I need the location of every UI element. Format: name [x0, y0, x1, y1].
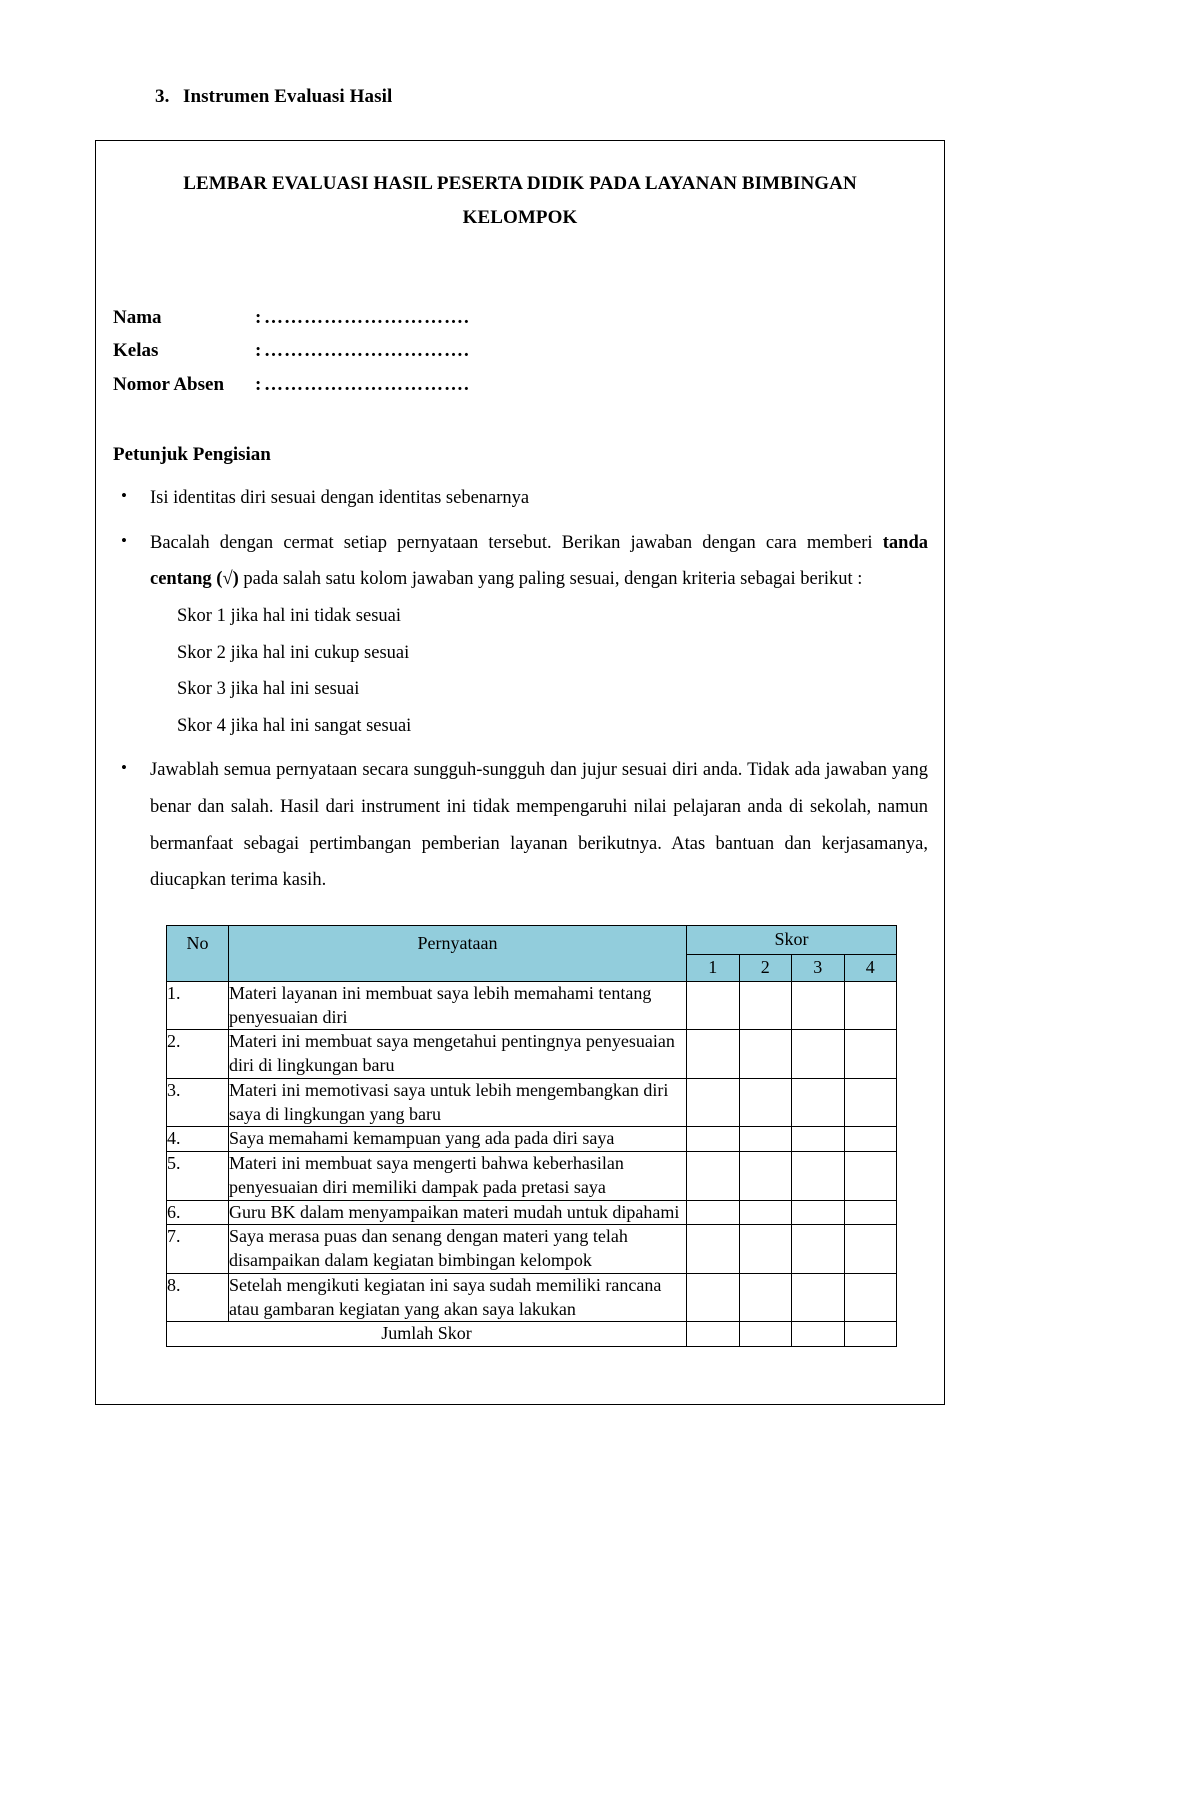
row-3-score-2-checkbox[interactable] [739, 1078, 792, 1127]
row-2-score-2-checkbox[interactable] [739, 1030, 792, 1079]
section-heading-text: Instrumen Evaluasi Hasil [183, 86, 393, 107]
row-4-score-2-checkbox[interactable] [739, 1127, 792, 1152]
row-6-score-4-checkbox[interactable] [844, 1200, 897, 1225]
identity-colon-nama: : [255, 306, 262, 328]
row-statement-8: Setelah mengikuti kegiatan ini saya sudah memiliki rancana atau gambaran kegiatan yang akan saya lakukan [229, 1273, 687, 1322]
table-total-row [167, 1322, 897, 1347]
score-criteria-3: Skor 3 jika hal ini sesuai [177, 679, 360, 700]
identity-row-kelas [113, 334, 936, 368]
table-header-score-4-label: 4 [865, 956, 875, 977]
row-2-score-3-checkbox[interactable] [792, 1030, 845, 1079]
row-4-score-3-checkbox[interactable] [792, 1127, 845, 1152]
identity-row-nomor-absen [113, 368, 936, 402]
table-row [167, 981, 897, 1030]
row-7-score-3-checkbox[interactable] [792, 1225, 845, 1274]
table-header-score-group [687, 925, 897, 954]
row-5-score-2-checkbox[interactable] [739, 1152, 792, 1201]
table-header-score-2-label: 2 [760, 956, 770, 977]
table-header-row-1 [167, 925, 897, 954]
table-header-no [167, 925, 229, 981]
instruction-text-2b: pada salah satu kolom jawaban yang paling sesuai, dengan kriteria sebagai berikut : [238, 569, 863, 590]
row-8-score-1-checkbox[interactable] [687, 1273, 740, 1322]
instruction-text-3: Jawablah semua pernyataan secara sungguh-sungguh dan jujur sesuai diri anda. Tidak ada jawaban yang benar dan salah. Hasil dari instrument ini tidak mempengaruhi nilai pelajaran anda di sekolah, namun bermanfaat sebagai pertimbangan pemberian layanan berikutnya. Atas bantuan dan kerjasamanya, diucapkan terima kasih. [150, 760, 928, 891]
row-7-score-4-checkbox[interactable] [844, 1225, 897, 1274]
row-number-8: 8. [167, 1273, 229, 1322]
row-6-score-1-checkbox[interactable] [687, 1200, 740, 1225]
table-row [167, 1078, 897, 1127]
row-1-score-3-checkbox[interactable] [792, 981, 845, 1030]
evaluation-form-sheet [95, 140, 945, 1405]
total-score-3-cell[interactable] [792, 1322, 845, 1347]
row-1-score-4-checkbox[interactable] [844, 981, 897, 1030]
row-number-4: 4. [167, 1127, 229, 1152]
instructions-title: Petunjuk Pengisian [113, 444, 271, 466]
table-header-score-2 [739, 954, 792, 981]
row-7-score-2-checkbox[interactable] [739, 1225, 792, 1274]
row-3-score-4-checkbox[interactable] [844, 1078, 897, 1127]
form-title-line1: LEMBAR EVALUASI HASIL PESERTA DIDIK PADA LAYANAN BIMBINGAN [183, 173, 857, 194]
table-header-statement-label: Pernyataan [417, 932, 498, 953]
total-score-4-cell[interactable] [844, 1322, 897, 1347]
score-criteria-2: Skor 2 jika hal ini cukup sesuai [177, 642, 410, 663]
table-row [167, 1127, 897, 1152]
table-header-score-3 [792, 954, 845, 981]
instruction-text-2a: Bacalah dengan cermat setiap pernyataan tersebut. Berikan jawaban dengan cara memberi [150, 532, 883, 553]
row-8-score-2-checkbox[interactable] [739, 1273, 792, 1322]
row-8-score-3-checkbox[interactable] [792, 1273, 845, 1322]
table-header-score-group-label: Skor [774, 928, 809, 949]
row-statement-5: Materi ini membuat saya mengerti bahwa keberhasilan penyesuaian diri memiliki dampak pada pretasi saya [229, 1152, 687, 1201]
evaluation-table [166, 925, 897, 1347]
row-statement-1: Materi layanan ini membuat saya lebih memahami tentang penyesuaian diri [229, 981, 687, 1030]
table-header-no-label: No [186, 932, 209, 953]
section-heading-number: 3. [155, 86, 170, 107]
instruction-item-1 [113, 480, 936, 517]
identity-colon-kelas: : [255, 340, 262, 362]
row-5-score-4-checkbox[interactable] [844, 1152, 897, 1201]
table-header-statement [229, 925, 687, 981]
section-heading [155, 86, 392, 108]
row-statement-7: Saya merasa puas dan senang dengan materi yang telah disampaikan dalam kegiatan bimbingan kelompok [229, 1225, 687, 1274]
row-number-5: 5. [167, 1152, 229, 1201]
table-row [167, 1273, 897, 1322]
row-statement-2: Materi ini membuat saya mengetahui pentingnya penyesuaian diri di lingkungan baru [229, 1030, 687, 1079]
score-criteria-1: Skor 1 jika hal ini tidak sesuai [177, 605, 402, 626]
row-number-6: 6. [167, 1200, 229, 1225]
identity-input-nomor-absen[interactable]: …………………………. [264, 374, 470, 396]
form-title [150, 167, 890, 235]
total-score-2-cell[interactable] [739, 1322, 792, 1347]
identity-colon-nomor-absen: : [255, 374, 262, 396]
row-6-score-2-checkbox[interactable] [739, 1200, 792, 1225]
score-criteria-list [150, 598, 928, 745]
table-row [167, 1152, 897, 1201]
table-header-score-1 [687, 954, 740, 981]
identity-input-kelas[interactable]: …………………………. [264, 340, 470, 362]
instruction-item-2 [113, 525, 936, 745]
instruction-text-2-bold: tanda centang (√) [150, 532, 928, 590]
identity-label-nama: Nama [113, 306, 162, 328]
row-4-score-4-checkbox[interactable] [844, 1127, 897, 1152]
row-5-score-1-checkbox[interactable] [687, 1152, 740, 1201]
instruction-item-3 [113, 752, 936, 899]
evaluation-table-wrap [166, 925, 896, 1347]
instruction-text-1: Isi identitas diri sesuai dengan identitas sebenarnya [150, 488, 530, 509]
table-row [167, 1030, 897, 1079]
identity-label-kelas: Kelas [113, 340, 159, 362]
total-score-1-cell[interactable] [687, 1322, 740, 1347]
row-1-score-1-checkbox[interactable] [687, 981, 740, 1030]
row-7-score-1-checkbox[interactable] [687, 1225, 740, 1274]
identity-input-nama[interactable]: …………………………. [264, 306, 470, 328]
table-header-score-4 [844, 954, 897, 981]
score-criteria-4: Skor 4 jika hal ini sangat sesuai [177, 715, 412, 736]
row-number-1: 1. [167, 981, 229, 1030]
row-6-score-3-checkbox[interactable] [792, 1200, 845, 1225]
row-8-score-4-checkbox[interactable] [844, 1273, 897, 1322]
form-title-line2: KELOMPOK [462, 206, 578, 228]
table-row [167, 1225, 897, 1274]
table-row [167, 1200, 897, 1225]
identity-label-nomor-absen: Nomor Absen [113, 374, 225, 396]
row-number-3: 3. [167, 1078, 229, 1127]
identity-row-nama [113, 301, 936, 335]
row-statement-3: Materi ini memotivasi saya untuk lebih mengembangkan diri saya di lingkungan yang baru [229, 1078, 687, 1127]
total-label: Jumlah Skor [167, 1322, 687, 1347]
row-2-score-1-checkbox[interactable] [687, 1030, 740, 1079]
instructions-list [104, 480, 936, 899]
row-number-7: 7. [167, 1225, 229, 1274]
row-statement-6: Guru BK dalam menyampaikan materi mudah untuk dipahami [229, 1200, 687, 1225]
row-3-score-1-checkbox[interactable] [687, 1078, 740, 1127]
table-header-score-3-label: 3 [813, 956, 823, 977]
table-header-score-1-label: 1 [708, 956, 718, 977]
row-2-score-4-checkbox[interactable] [844, 1030, 897, 1079]
identity-block [113, 301, 936, 402]
row-5-score-3-checkbox[interactable] [792, 1152, 845, 1201]
row-1-score-2-checkbox[interactable] [739, 981, 792, 1030]
row-4-score-1-checkbox[interactable] [687, 1127, 740, 1152]
row-number-2: 2. [167, 1030, 229, 1079]
row-3-score-3-checkbox[interactable] [792, 1078, 845, 1127]
row-statement-4: Saya memahami kemampuan yang ada pada diri saya [229, 1127, 687, 1152]
